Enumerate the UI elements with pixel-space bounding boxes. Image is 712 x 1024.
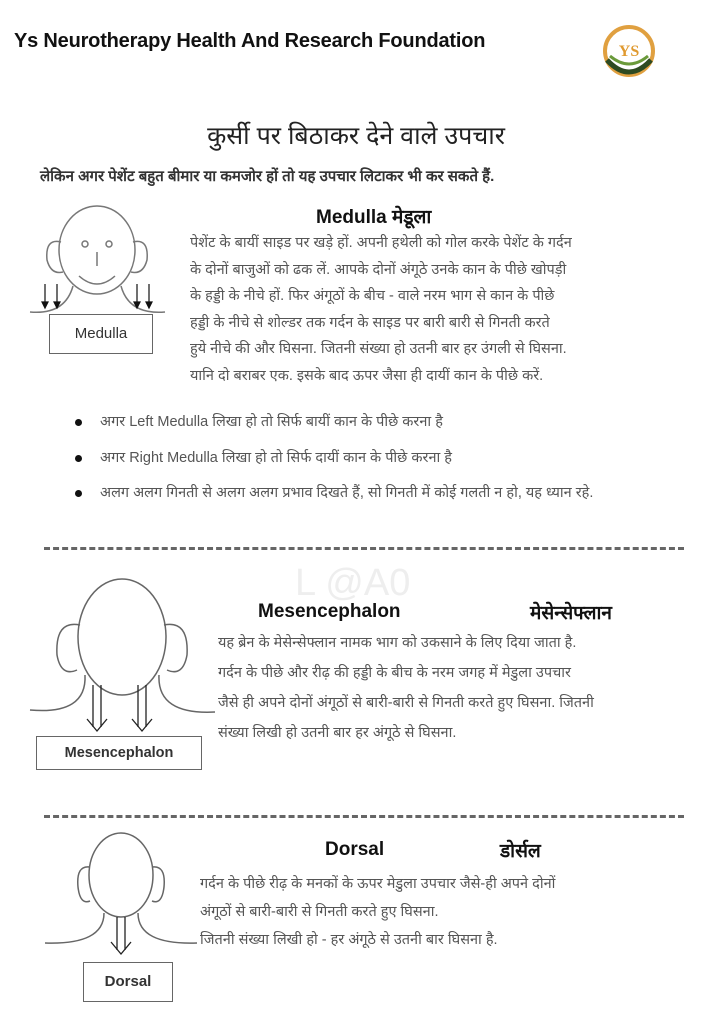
medulla-heading: Medulla मेडूला <box>316 207 432 228</box>
text-line: गर्दन के पीछे रीढ़ के मनकों के ऊपर मेडुला उपचार जैसे-ही अपने दोनों <box>200 876 556 892</box>
page-title: कुर्सी पर बिठाकर देने वाले उपचार <box>207 122 505 150</box>
mesencephalon-description <box>218 628 594 748</box>
svg-text:YS: YS <box>618 43 640 60</box>
text-line: हुये नीचे की और घिसना. जितनी संख्या हो उतनी बार हर उंगली से घिसना. <box>190 341 567 357</box>
foundation-logo <box>598 22 660 80</box>
bullet-icon <box>75 455 82 462</box>
mesencephalon-heading: Mesencephalon <box>258 601 401 622</box>
watermark: L @A0 <box>295 562 411 604</box>
text-line: गर्दन के पीछे और रीढ़ की हड्डी के बीच के नरम जगह में मेडुला उपचार <box>218 665 571 681</box>
medulla-head-illustration <box>25 200 175 320</box>
dorsal-label: Dorsal <box>83 962 173 1002</box>
dorsal-heading-hindi: डोर्सल <box>500 841 541 862</box>
bullet-icon <box>75 419 82 426</box>
text-line: पेशेंट के बायीं साइड पर खड़े हों. अपनी हथेली को गोल करके पेशेंट के गर्दन <box>190 235 572 251</box>
section-divider <box>44 547 684 550</box>
bullet-icon <box>75 490 82 497</box>
text-line: अंगूठों से बारी-बारी से गिनती करते हुए घिसना. <box>200 904 439 920</box>
text-line: जैसे ही अपने दोनों अंगूठों से बारी-बारी से गिनती करते हुए घिसना. जितनी <box>218 695 594 711</box>
text-line: हड्डी के नीचे से शोल्डर तक गर्दन के साइड पर बारी बारी से गिनती करते <box>190 314 550 331</box>
org-name: Ys Neurotherapy Health And Research Foundation <box>14 30 486 52</box>
page-subtitle: लेकिन अगर पेशेंट बहुत बीमार या कमजोर हों तो यह उपचार लिटाकर भी कर सकते हैं. <box>40 168 495 185</box>
mesencephalon-label: Mesencephalon <box>36 736 202 770</box>
text-line: जितनी संख्या लिखी हो - हर अंगूठे से उतनी बार घिसना है. <box>200 932 498 948</box>
dorsal-description <box>200 870 555 954</box>
mesencephalon-heading-hindi: मेसेन्सेफ्लान <box>530 603 612 624</box>
mesencephalon-head-illustration <box>25 565 215 740</box>
dorsal-head-illustration <box>40 825 200 960</box>
medulla-label: Medulla <box>49 314 153 354</box>
text-line: यह ब्रेन के मेसेन्सेफ्लान नामक भाग को उकसाने के लिए दिया जाता है. <box>218 635 577 651</box>
text-line: के दोनों बाजुओं को ढक लें. आपके दोनों अंगूठे उनके कान के पीछे खोपड़ी <box>190 261 567 278</box>
text-line: संख्या लिखी हो उतनी बार हर अंगूठे से घिसना. <box>218 725 457 741</box>
dorsal-heading: Dorsal <box>325 839 385 860</box>
section-divider <box>44 815 684 818</box>
text-line: यानि दो बराबर एक. इसके बाद ऊपर जैसा ही दायीं कान के पीछे करें. <box>190 367 544 384</box>
bullet-item: अगर Left Medulla लिखा हो तो सिर्फ बायीं कान के पीछे करना है <box>80 410 660 435</box>
bullet-item: अगर Right Medulla लिखा हो तो सिर्फ दायीं कान के पीछे करना है <box>80 446 660 471</box>
bullet-item: अलग अलग गिनती से अलग अलग प्रभाव दिखते हैं, सो गिनती में कोई गलती न हो, यह ध्यान रहे. <box>80 481 660 506</box>
text-line: के हड्डी के नीचे हों. फिर अंगूठों के बीच - वाले नरम भाग से कान के पीछे <box>190 288 555 304</box>
medulla-description <box>190 230 572 389</box>
